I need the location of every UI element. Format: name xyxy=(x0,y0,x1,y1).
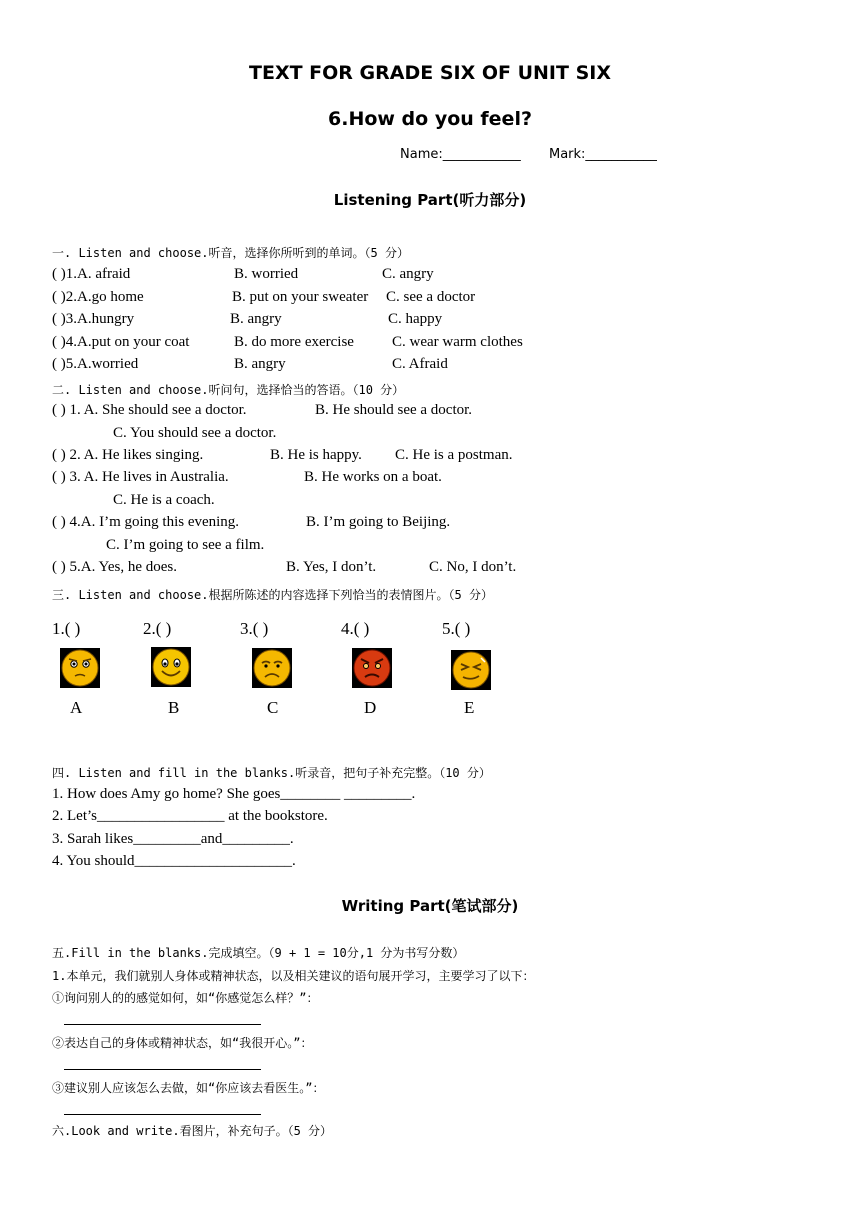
s1-q4-a: ( )4.A.put on your coat xyxy=(52,334,190,350)
s2-q1-c: C. You should see a doctor. xyxy=(113,425,277,441)
s2-q1-a: ( ) 1. A. She should see a doctor. xyxy=(52,402,247,418)
name-field[interactable]: Name:____________ xyxy=(400,147,521,162)
s2-q3-a: ( ) 3. A. He lives in Australia. xyxy=(52,469,229,485)
section-2-heading: 二. Listen and choose.听问句，选择恰当的答语。（10 分） xyxy=(52,383,405,397)
s2-q3-c: C. He is a coach. xyxy=(113,492,215,508)
s2-q3-b: B. He works on a boat. xyxy=(304,469,442,485)
s2-q2-a: ( ) 2. A. He likes singing. xyxy=(52,447,204,463)
face-label-e: E xyxy=(464,698,475,717)
s5-answer-line-3[interactable] xyxy=(64,1114,261,1115)
s5-intro: 1.本单元，我们就别人身体或精神状态，以及相关建议的语句展开学习，主要学习了以下： xyxy=(52,969,535,983)
s2-q2-b: B. He is happy. xyxy=(270,447,362,463)
smiling-face-icon xyxy=(151,647,191,687)
s1-q5-a: ( )5.A.worried xyxy=(52,356,139,372)
s5-item-3: ③建议别人应该怎么去做，如“你应该去看医生。”： xyxy=(52,1081,325,1095)
section-3-heading: 三. Listen and choose.根据所陈述的内容选择下列恰当的表情图片。（5 分） xyxy=(52,588,493,602)
face-label-c: C xyxy=(267,698,279,717)
sad-face-icon xyxy=(252,648,292,688)
s2-q5-b: B. Yes, I don’t. xyxy=(286,559,377,575)
worried-face-icon xyxy=(60,648,100,688)
listening-part-title: Listening Part(听力部分) xyxy=(333,191,527,209)
s1-q2-c: C. see a doctor xyxy=(386,289,476,305)
s1-q2-a: ( )2.A.go home xyxy=(52,289,144,305)
s2-q2-c: C. He is a postman. xyxy=(395,447,513,463)
s1-q4-b: B. do more exercise xyxy=(234,334,354,350)
page-subtitle: 6.How do you feel? xyxy=(328,108,532,130)
mark-field[interactable]: Mark:___________ xyxy=(549,147,657,162)
s3-blank-1[interactable]: 1.( ) xyxy=(52,619,81,638)
s3-blank-4[interactable]: 4.( ) xyxy=(341,619,370,638)
s1-q4-c: C. wear warm clothes xyxy=(392,334,523,350)
s4-line-4: 4. You should_____________________. xyxy=(52,853,296,869)
angry-face-icon xyxy=(352,648,392,688)
face-label-b: B xyxy=(168,698,180,717)
s2-q4-c: C. I’m going to see a film. xyxy=(106,537,265,553)
squinting-face-icon xyxy=(451,650,491,690)
s1-q5-c: C. Afraid xyxy=(392,356,448,372)
s1-q1-c: C. angry xyxy=(382,266,434,282)
writing-part-title: Writing Part(笔试部分) xyxy=(341,897,519,915)
section-5-heading: 五.Fill in the blanks.完成填空。（9 + 1 = 10分,1 分为书写分数） xyxy=(52,946,465,960)
s5-item-1: ①询问别人的的感觉如何，如“你感觉怎么样？”： xyxy=(52,991,319,1005)
s2-q5-a: ( ) 5.A. Yes, he does. xyxy=(52,559,177,575)
section-4-heading: 四. Listen and fill in the blanks.听录音，把句子补充完整。（10 分） xyxy=(52,766,491,780)
s4-line-3: 3. Sarah likes_________and_________. xyxy=(52,831,294,847)
face-label-a: A xyxy=(70,698,83,717)
s1-q2-b: B. put on your sweater xyxy=(232,289,369,305)
s2-q5-c: C. No, I don’t. xyxy=(429,559,517,575)
s3-blank-3[interactable]: 3.( ) xyxy=(240,619,269,638)
s1-q3-c: C. happy xyxy=(388,311,443,327)
s5-answer-line-2[interactable] xyxy=(64,1069,261,1070)
s4-line-2: 2. Let’s_________________ at the bookstore. xyxy=(52,808,328,824)
s3-blank-2[interactable]: 2.( ) xyxy=(143,619,172,638)
s2-q4-a: ( ) 4.A. I’m going this evening. xyxy=(52,514,240,530)
s1-q1-b: B. worried xyxy=(234,266,299,282)
section-1-heading: 一. Listen and choose.听音，选择你所听到的单词。（5 分） xyxy=(52,246,409,260)
page-title: TEXT FOR GRADE SIX OF UNIT SIX xyxy=(249,62,611,84)
s5-item-2: ②表达自己的身体或精神状态，如“我很开心。”： xyxy=(52,1036,313,1050)
face-label-d: D xyxy=(364,698,377,717)
s4-line-1: 1. How does Amy go home? She goes________ _________. xyxy=(52,786,416,802)
section-6-heading: 六.Look and write.看图片，补充句子。（5 分） xyxy=(52,1124,333,1138)
s1-q5-b: B. angry xyxy=(234,356,286,372)
s2-q4-b: B. I’m going to Beijing. xyxy=(306,514,451,530)
s1-q1-a: ( )1.A. afraid xyxy=(52,266,131,282)
s2-q1-b: B. He should see a doctor. xyxy=(315,402,473,418)
s1-q3-a: ( )3.A.hungry xyxy=(52,311,135,327)
s5-answer-line-1[interactable] xyxy=(64,1024,261,1025)
s1-q3-b: B. angry xyxy=(230,311,282,327)
s3-blank-5[interactable]: 5.( ) xyxy=(442,619,471,638)
